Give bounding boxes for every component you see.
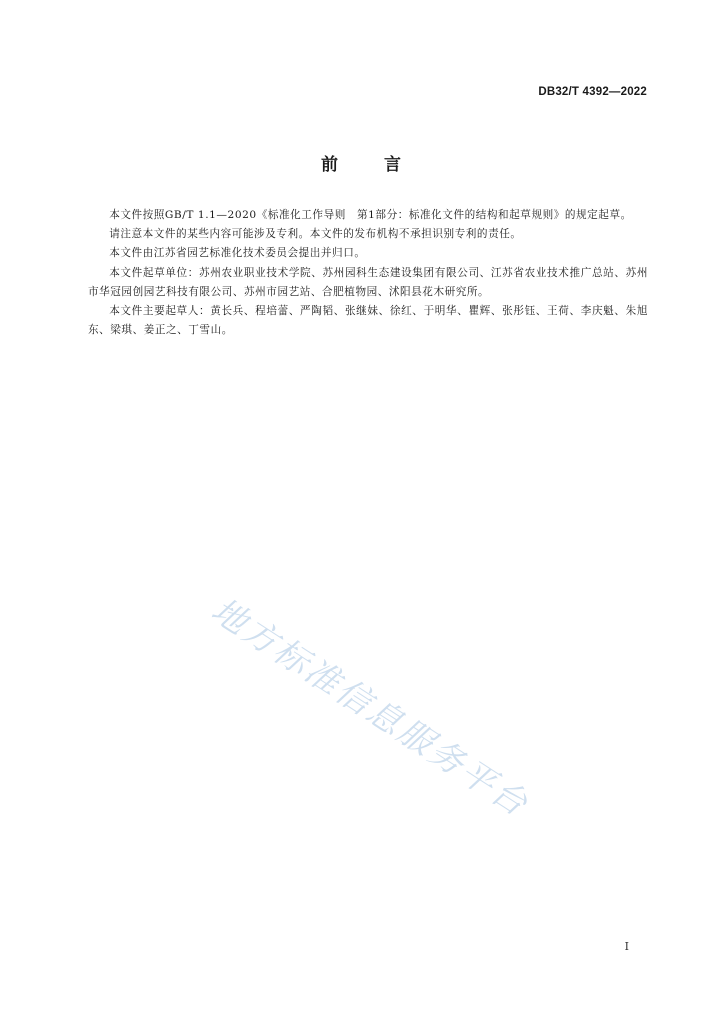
foreword-body: [88, 206, 648, 340]
watermark: 地方标准信息服务平台: [204, 590, 537, 826]
title-char-1: 前: [321, 155, 340, 175]
page-number: I: [624, 940, 629, 953]
document-code: DB32/T 4392—2022: [538, 86, 647, 98]
paragraph-patent-notice: 请注意本文件的某些内容可能涉及专利。本文件的发布机构不承担识别专利的责任。: [109, 228, 522, 241]
paragraph-drafting-rules: 本文件按照GB/T 1.1—2020《标准化工作导则 第1部分：标准化文件的结构和起草规则》的规定起草。: [109, 209, 632, 221]
paragraph-drafting-units: 本文件起草单位：苏州农业职业技术学院、苏州园科生态建设集团有限公司、江苏省农业技术推广总站、苏州市华冠园创园艺科技有限公司、苏州市园艺站、合肥植物园、沭阳县花木研究所。: [88, 266, 648, 298]
paragraph-drafters: 本文件主要起草人：黄长兵、程培蕾、严陶韬、张继妹、徐红、于明华、瞿辉、张彤钰、王荷、李庆魁、朱旭东、梁琪、姜正之、丁雪山。: [88, 305, 648, 337]
title-char-2: 言: [384, 155, 403, 175]
paragraph-proposer: 本文件由江苏省园艺标准化技术委员会提出并归口。: [109, 247, 366, 260]
section-title: [0, 150, 724, 175]
